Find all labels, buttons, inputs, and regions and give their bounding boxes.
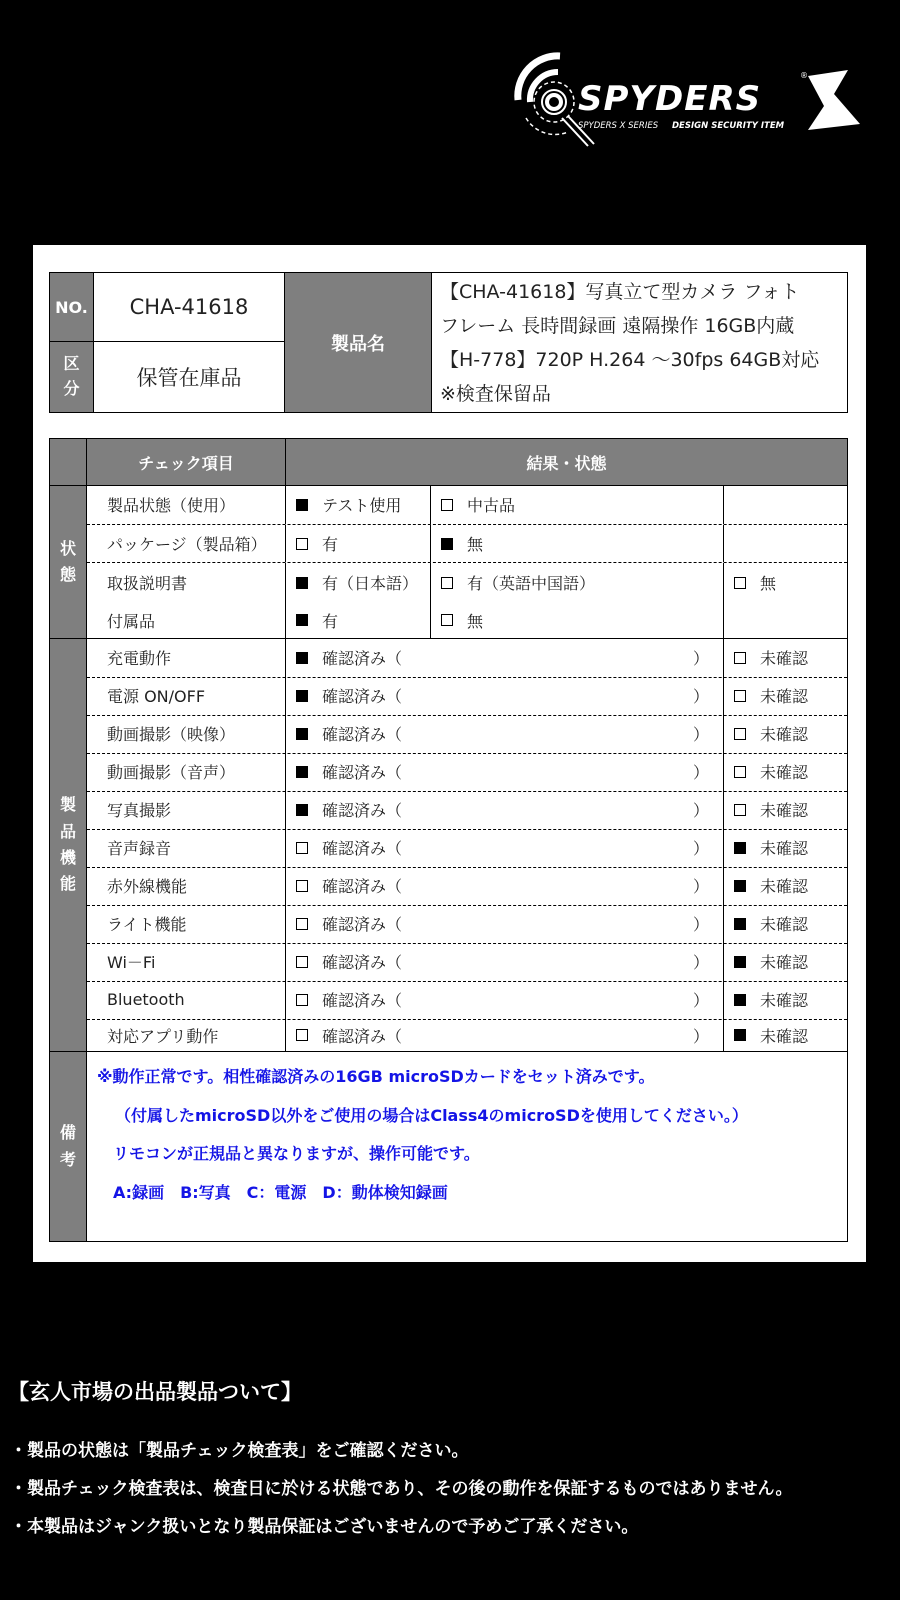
checkbox-checked-icon[interactable] (296, 499, 308, 511)
option-unconfirmed[interactable]: 未確認 (724, 715, 847, 753)
product-info-table (49, 272, 848, 413)
function-row: 音声録音 確認済み（ ） 未確認 (87, 829, 847, 868)
checkbox-unchecked-icon[interactable] (441, 614, 453, 626)
checkbox-checked-icon[interactable] (296, 652, 308, 664)
checkbox-unchecked-icon[interactable] (734, 652, 746, 664)
function-row: 赤外線機能 確認済み（ ） 未確認 (87, 867, 847, 906)
function-row: 動画撮影（音声） 確認済み（ ） 未確認 (87, 753, 847, 792)
svg-text:SPYDERS X SERIES: SPYDERS X SERIES (578, 121, 659, 131)
function-row: 電源 ON/OFF 確認済み（ ） 未確認 (87, 677, 847, 716)
checkbox-checked-icon[interactable] (734, 994, 746, 1006)
option-confirmed[interactable]: 確認済み（ ） (286, 639, 724, 677)
header-result: 結果・状態 (286, 439, 847, 486)
status-row: 取扱説明書 有（日本語） 有（英語中国語） 無 (87, 563, 847, 602)
header-blank (50, 439, 87, 486)
footer-note: ・本製品はジャンク扱いとなり製品保証はございませんので予めご了承ください。 (10, 1517, 639, 1537)
option-unconfirmed[interactable]: 未確認 (724, 943, 847, 981)
option-confirmed[interactable]: 確認済み（ ） (286, 753, 724, 791)
option-unconfirmed[interactable]: 未確認 (724, 677, 847, 715)
checkbox-checked-icon[interactable] (734, 918, 746, 930)
option-unconfirmed[interactable]: 未確認 (724, 753, 847, 791)
brand-text: SPYDERS (578, 79, 762, 119)
category-value: 保管在庫品 (94, 342, 285, 412)
option-manual-japanese[interactable]: 有（日本語） (286, 563, 431, 602)
option-used[interactable]: 中古品 (431, 486, 724, 524)
option-confirmed[interactable]: 確認済み（ ） (286, 677, 724, 715)
checkbox-unchecked-icon[interactable] (296, 842, 308, 854)
checkbox-unchecked-icon[interactable] (296, 538, 308, 550)
category-label: 区 分 (50, 342, 94, 412)
checkbox-checked-icon[interactable] (296, 766, 308, 778)
option-package-no[interactable]: 無 (431, 525, 724, 563)
option-confirmed[interactable]: 確認済み（ ） (286, 791, 724, 829)
option-accessories-no[interactable]: 無 (431, 602, 724, 638)
option-confirmed[interactable]: 確認済み（ ） (286, 715, 724, 753)
checkbox-checked-icon[interactable] (734, 880, 746, 892)
status-row: パッケージ（製品箱） 有 無 (87, 525, 847, 564)
section-label-function: 製 品 機 能 (50, 639, 87, 1052)
option-package-yes[interactable]: 有 (286, 525, 431, 563)
function-row: Bluetooth 確認済み（ ） 未確認 (87, 981, 847, 1020)
product-number: CHA-41618 (94, 273, 285, 342)
checkbox-unchecked-icon[interactable] (734, 728, 746, 740)
svg-text:®: ® (800, 71, 808, 80)
checkbox-unchecked-icon[interactable] (734, 804, 746, 816)
remarks-text: ※動作正常です。相性確認済みの16GB microSDカードをセット済みです。 （付属したmicroSD以外をご使用の場合はClass4のmicroSDを使用してください。） リモコンが正規品と異なりますが、操作可能です。 A:録画 B:写真 C：電源 D：動体検知録画 (97, 1067, 748, 1202)
function-row: 動画撮影（映像） 確認済み（ ） 未確認 (87, 715, 847, 754)
checkbox-unchecked-icon[interactable] (734, 766, 746, 778)
function-row: 対応アプリ動作 確認済み（ ） 未確認 (87, 1019, 847, 1052)
no-label: NO. (50, 273, 94, 342)
checkbox-checked-icon[interactable] (441, 538, 453, 550)
checkbox-unchecked-icon[interactable] (296, 880, 308, 892)
option-unconfirmed[interactable]: 未確認 (724, 829, 847, 867)
svg-text:DESIGN SECURITY ITEM: DESIGN SECURITY ITEM (672, 121, 785, 131)
option-unconfirmed[interactable]: 未確認 (724, 1019, 847, 1051)
checkbox-unchecked-icon[interactable] (734, 577, 746, 589)
section-label-status: 状 態 (50, 486, 87, 639)
product-name-value: 【CHA-41618】写真立て型カメラ フォト フレーム 長時間録画 遠隔操作 16GB内蔵 【H-778】720P H.264 ～30fps 64GB対応 ※検査保留品 (440, 281, 820, 405)
option-confirmed[interactable]: 確認済み（ ） (286, 905, 724, 943)
footer-note: ・製品の状態は「製品チェック検査表」をご確認ください。 (10, 1441, 469, 1461)
option-manual-english-chinese[interactable]: 有（英語中国語） (431, 563, 724, 602)
checkbox-unchecked-icon[interactable] (296, 956, 308, 968)
status-row: 製品状態（使用） テスト使用 中古品 (87, 486, 847, 525)
checkbox-unchecked-icon[interactable] (296, 918, 308, 930)
option-unconfirmed[interactable]: 未確認 (724, 905, 847, 943)
option-confirmed[interactable]: 確認済み（ ） (286, 1019, 724, 1051)
checkbox-checked-icon[interactable] (296, 614, 308, 626)
checkbox-checked-icon[interactable] (296, 728, 308, 740)
checkbox-unchecked-icon[interactable] (734, 690, 746, 702)
checkbox-unchecked-icon[interactable] (441, 577, 453, 589)
section-label-remarks: 備 考 (50, 1052, 87, 1241)
checkbox-checked-icon[interactable] (734, 1029, 746, 1041)
function-row: 充電動作 確認済み（ ） 未確認 (87, 639, 847, 678)
function-row: ライト機能 確認済み（ ） 未確認 (87, 905, 847, 944)
option-accessories-yes[interactable]: 有 (286, 602, 431, 638)
footer-note: ・製品チェック検査表は、検査日に於ける状態であり、その後の動作を保証するものではありません。 (10, 1479, 793, 1499)
checkbox-checked-icon[interactable] (296, 690, 308, 702)
option-unconfirmed[interactable]: 未確認 (724, 981, 847, 1019)
checklist-table (49, 438, 848, 1242)
option-manual-none[interactable]: 無 (724, 563, 847, 602)
option-unconfirmed[interactable]: 未確認 (724, 791, 847, 829)
function-row: 写真撮影 確認済み（ ） 未確認 (87, 791, 847, 830)
spyders-x-logo (508, 48, 870, 152)
option-unconfirmed[interactable]: 未確認 (724, 867, 847, 905)
x-star-icon (808, 70, 860, 130)
option-confirmed[interactable]: 確認済み（ ） (286, 867, 724, 905)
footer-title: 【玄人市場の出品製品ついて】 (8, 1380, 302, 1404)
checkbox-checked-icon[interactable] (296, 577, 308, 589)
option-confirmed[interactable]: 確認済み（ ） (286, 943, 724, 981)
checkbox-checked-icon[interactable] (296, 804, 308, 816)
header-check-item: チェック項目 (87, 439, 286, 486)
product-name-label: 製品名 (285, 273, 432, 412)
checkbox-unchecked-icon[interactable] (296, 994, 308, 1006)
option-test-use[interactable]: テスト使用 (286, 486, 431, 524)
function-row: Wi－Fi 確認済み（ ） 未確認 (87, 943, 847, 982)
checkbox-unchecked-icon[interactable] (296, 1029, 308, 1041)
checkbox-unchecked-icon[interactable] (441, 499, 453, 511)
option-confirmed[interactable]: 確認済み（ ） (286, 829, 724, 867)
status-row: 付属品 有 無 (87, 602, 847, 639)
option-confirmed[interactable]: 確認済み（ ） (286, 981, 724, 1019)
option-unconfirmed[interactable]: 未確認 (724, 639, 847, 677)
checkbox-checked-icon[interactable] (734, 956, 746, 968)
checkbox-checked-icon[interactable] (734, 842, 746, 854)
